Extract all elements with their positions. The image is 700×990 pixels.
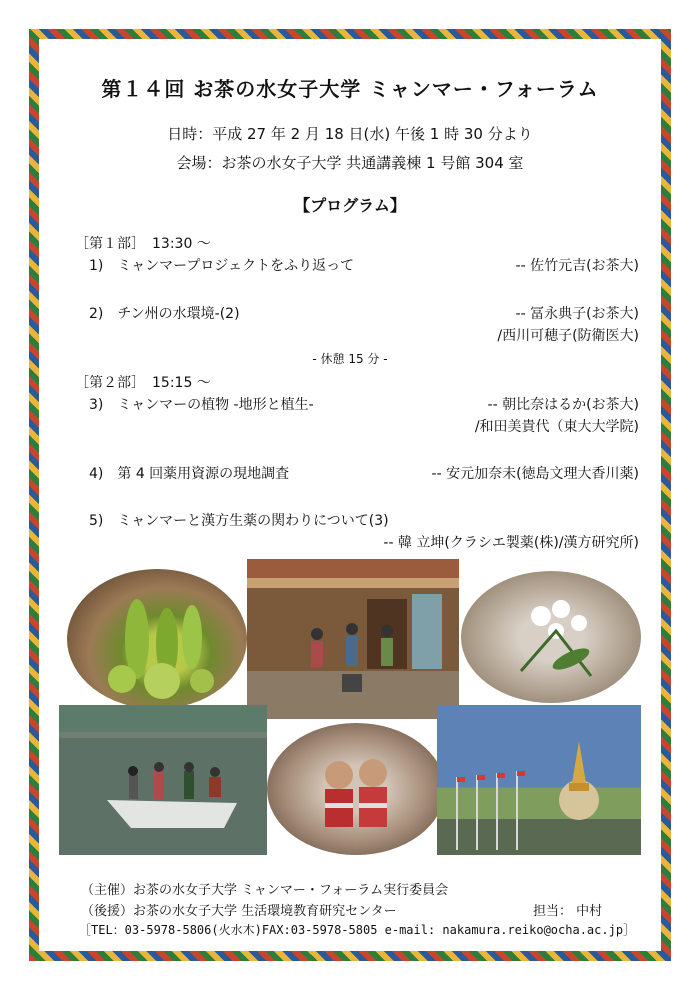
program-item-4-title: 4) 第 4 回薬用資源の現地調査 bbox=[89, 466, 290, 482]
contact-line: ［TEL：03-5978-5806(火水木)FAX:03-5978-5805 e-mail: nakamura.reiko@ocha.ac.jp］ bbox=[79, 923, 636, 937]
program-item-3-title: 3) ミャンマーの植物 -地形と植生- bbox=[89, 397, 314, 413]
white-flower-photo bbox=[461, 571, 641, 703]
program-item-3-speaker2: /和田美貴代（東大大学院) bbox=[474, 419, 639, 435]
boat-lake-photo bbox=[59, 705, 267, 855]
pagoda-photo bbox=[437, 705, 641, 855]
event-title: 第１４回 お茶の水女子大学 ミャンマー・フォーラム bbox=[101, 77, 599, 101]
date-line: 日時：平成 27 年 2 月 18 日(水) 午後 1 時 30 分より bbox=[167, 125, 533, 143]
part1-header: ［第１部］ 13:30 ～ bbox=[75, 236, 211, 252]
program-item-4-speaker: -- 安元加奈未(徳島文理大香川薬) bbox=[431, 466, 639, 482]
program-item-1-speaker: -- 佐竹元吉(お茶大) bbox=[515, 258, 639, 274]
program-item-1-title: 1) ミャンマープロジェクトをふり返って bbox=[89, 258, 355, 274]
program-item-3-speaker: -- 朝比奈はるか(お茶大) bbox=[487, 397, 639, 413]
venue-line: 会場：お茶の水女子大学 共通講義棟 1 号館 304 室 bbox=[176, 154, 524, 172]
children-photo bbox=[267, 723, 445, 855]
market-street-photo bbox=[247, 559, 459, 719]
part2-header: ［第２部］ 15:15 ～ bbox=[75, 375, 211, 391]
support-line: （後援）お茶の水女子大学 生活環境教育研究センター bbox=[81, 904, 397, 919]
program-heading: 【プログラム】 bbox=[294, 196, 406, 215]
contact-person: 担当： 中村 bbox=[533, 904, 603, 919]
organizer-line: （主催）お茶の水女子大学 ミャンマー・フォーラム実行委員会 bbox=[81, 883, 449, 898]
program-item-5-speaker: -- 韓 立坤(クラシエ製薬(株)/漢方研究所) bbox=[383, 535, 639, 551]
program-item-5-title: 5) ミャンマーと漢方生薬の関わりについて(3) bbox=[89, 513, 389, 529]
program-item-2-speaker2: /西川可穂子(防衛医大) bbox=[497, 328, 639, 344]
break-text: - 休憩 15 分 - bbox=[312, 352, 388, 366]
gourds-photo bbox=[67, 569, 247, 709]
program-item-2-speaker: -- 冨永典子(お茶大) bbox=[515, 306, 639, 322]
flyer-content bbox=[41, 41, 659, 949]
program-item-2-title: 2) チン州の水環境-(2) bbox=[89, 306, 240, 322]
